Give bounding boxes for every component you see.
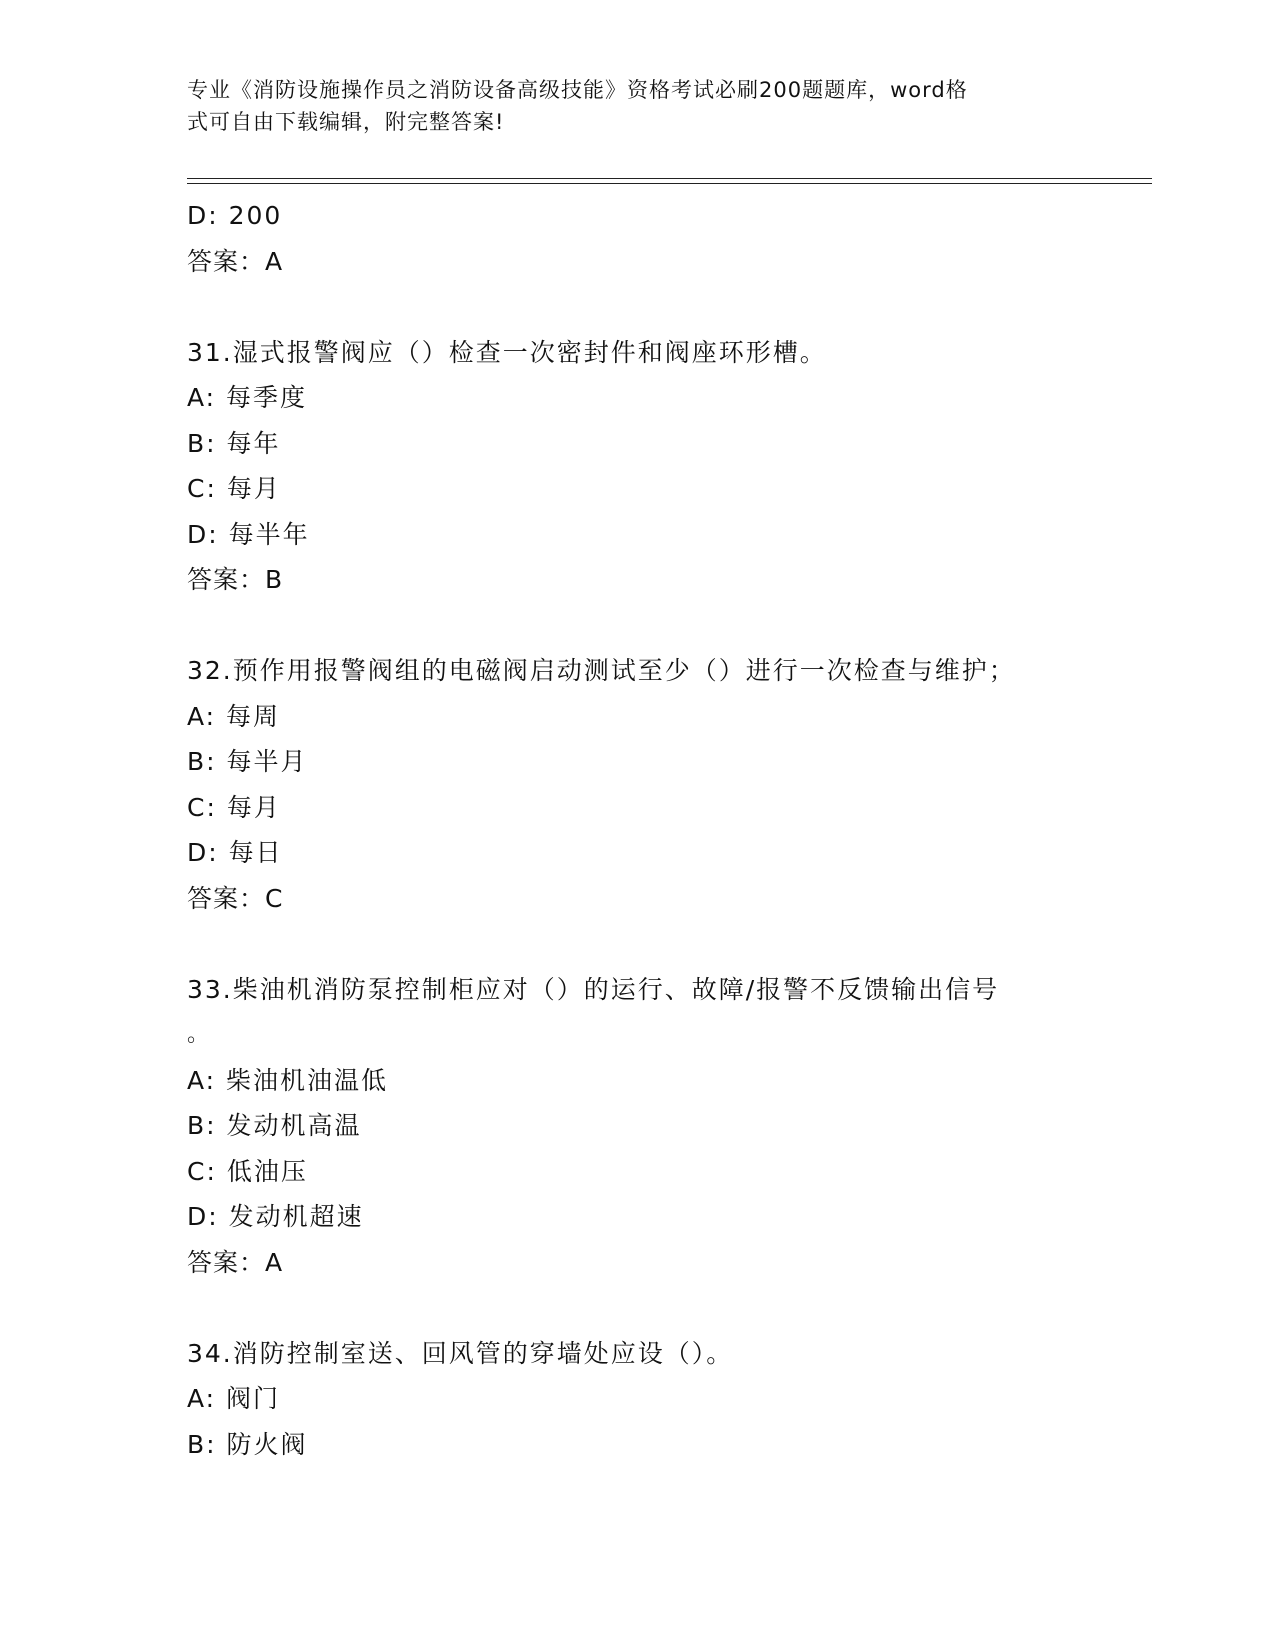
option-a: A: 柴油机油温低: [187, 1065, 389, 1095]
option-d: D: 每日: [187, 838, 283, 867]
option-b: B: 发动机高温: [187, 1111, 362, 1140]
option-d: D: 每半年: [187, 519, 310, 549]
question-31: [187, 330, 1087, 603]
header-line-2: 式可自由下载编辑，附完整答案!: [187, 110, 505, 134]
option-c: C: 每月: [187, 474, 281, 503]
question-text: 32.预作用报警阀组的电磁阀启动测试至少（）进行一次检查与维护；: [187, 656, 1016, 685]
question-32: [187, 648, 1087, 921]
question-text: 34.消防控制室送、回风管的穿墙处应设（）。: [187, 1338, 734, 1368]
question-text-tail: 。: [187, 1022, 210, 1047]
option-a: A: 每季度: [187, 383, 308, 412]
header-divider-bottom: [187, 183, 1152, 184]
prev-answer: 答案：A: [187, 246, 284, 276]
question-text: 33.柴油机消防泵控制柜应对（）的运行、故障/报警不反馈输出信号: [187, 974, 1000, 1004]
question-list: [187, 193, 1087, 1467]
option-a: A: 阀门: [187, 1384, 281, 1413]
header-divider-top: [187, 178, 1152, 179]
question-34: [187, 1331, 1087, 1468]
answer: 答案：C: [187, 883, 284, 913]
answer: 答案：B: [187, 565, 284, 594]
option-b: B: 每年: [187, 428, 281, 458]
option-b: B: 每半月: [187, 747, 308, 776]
prev-option-d: D: 200: [187, 201, 283, 230]
header-line-1: 专业《消防设施操作员之消防设备高级技能》资格考试必刷200题题库，word格: [187, 78, 968, 102]
document-header: [187, 74, 1067, 138]
option-c: C: 每月: [187, 792, 281, 822]
option-d: D: 发动机超速: [187, 1202, 364, 1231]
option-a: A: 每周: [187, 701, 281, 731]
answer: 答案：A: [187, 1247, 284, 1277]
option-b: B: 防火阀: [187, 1429, 308, 1459]
question-33: [187, 967, 1087, 1286]
question-text: 31.湿式报警阀应（）检查一次密封件和阀座环形槽。: [187, 337, 827, 367]
option-c: C: 低油压: [187, 1156, 308, 1186]
